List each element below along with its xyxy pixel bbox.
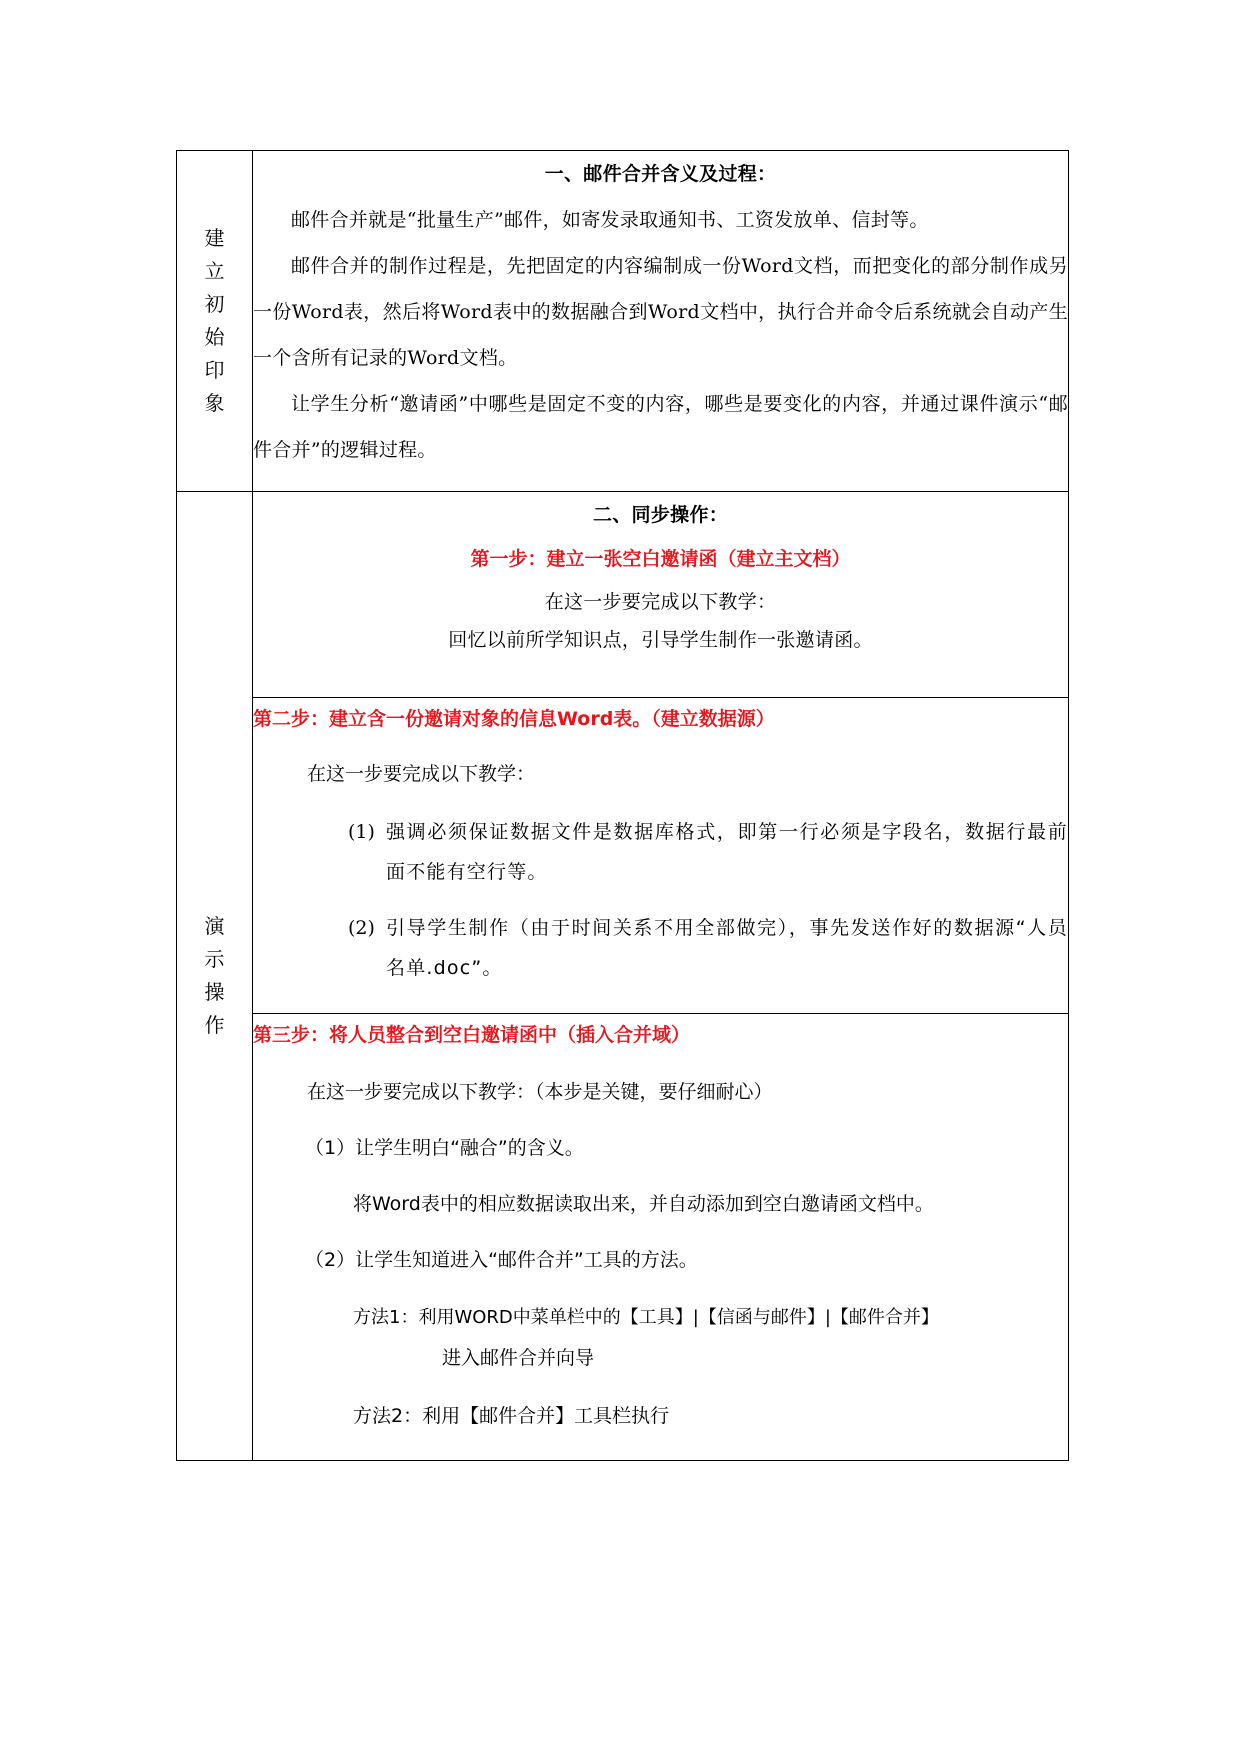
step-3-item-1: （1）让学生明白“融合”的含义。 xyxy=(305,1137,584,1159)
step-1-content xyxy=(253,492,1069,698)
step-3-row xyxy=(177,1014,1069,1461)
section-1-paragraph: 邮件合并的制作过程是，先把固定的内容编制成一份Word文档，而把变化的部分制作成另一份Word表，然后将Word表中的数据融合到Word文档中，执行合并命令后系统就会自动产生一个含所有记录的Word文档。 xyxy=(253,255,1068,369)
method-1-line-1: 方法1：利用WORD中菜单栏中的【工具】|【信函与邮件】|【邮件合并】 xyxy=(353,1307,939,1328)
section-2-label: 演示操作 xyxy=(204,914,225,1037)
section-1-row xyxy=(177,151,1069,492)
step-3-item-2: （2）让学生知道进入“邮件合并”工具的方法。 xyxy=(305,1249,698,1271)
step-1-intro: 在这一步要完成以下教学： xyxy=(544,591,777,613)
list-marker: (2) xyxy=(348,917,375,939)
section-1-paragraph: 让学生分析“邀请函”中哪些是固定不变的内容，哪些是要变化的内容，并通过课件演示“邮件合并”的逻辑过程。 xyxy=(253,393,1068,461)
method-2: 方法2：利用【邮件合并】工具栏执行 xyxy=(353,1405,670,1427)
method-1-line-2: 进入邮件合并向导 xyxy=(442,1347,595,1369)
step-3-item-1-detail: 将Word表中的相应数据读取出来，并自动添加到空白邀请函文档中。 xyxy=(353,1193,934,1215)
section-1-label: 建立初始印象 xyxy=(204,226,225,415)
step-2-title: 第二步：建立含一份邀请对象的信息Word表。（建立数据源） xyxy=(253,708,775,730)
section-1-label-cell xyxy=(177,151,253,492)
step-1-title: 第一步：建立一张空白邀请函（建立主文档） xyxy=(470,548,851,570)
step-1-row xyxy=(177,492,1069,698)
step-2-row xyxy=(177,698,1069,1014)
section-1-heading: 一、邮件合并含义及过程： xyxy=(544,163,777,185)
step-3-intro: 在这一步要完成以下教学：（本步是关键，要仔细耐心） xyxy=(307,1081,773,1103)
section-2-label-cell xyxy=(177,492,253,1461)
step-2-content xyxy=(253,698,1069,1014)
list-marker: (1) xyxy=(348,821,375,843)
section-1-content xyxy=(253,151,1069,492)
section-1-paragraph: 邮件合并就是“批量生产”邮件，如寄发录取通知书、工资发放单、信封等。 xyxy=(291,209,929,231)
list-item xyxy=(348,908,1068,988)
lesson-table xyxy=(176,150,1069,1461)
list-item xyxy=(348,812,1068,892)
step-1-text: 回忆以前所学知识点，引导学生制作一张邀请函。 xyxy=(448,629,873,651)
step-3-title: 第三步：将人员整合到空白邀请函中（插入合并域） xyxy=(253,1024,691,1046)
list-text: 引导学生制作（由于时间关系不用全部做完），事先发送作好的数据源“人员名单.doc”。 xyxy=(386,917,1068,979)
list-text: 强调必须保证数据文件是数据库格式，即第一行必须是字段名，数据行最前面不能有空行等。 xyxy=(386,821,1068,883)
step-3-content xyxy=(253,1014,1069,1461)
step-2-intro: 在这一步要完成以下教学： xyxy=(307,763,536,785)
section-2-heading: 二、同步操作： xyxy=(592,504,729,526)
